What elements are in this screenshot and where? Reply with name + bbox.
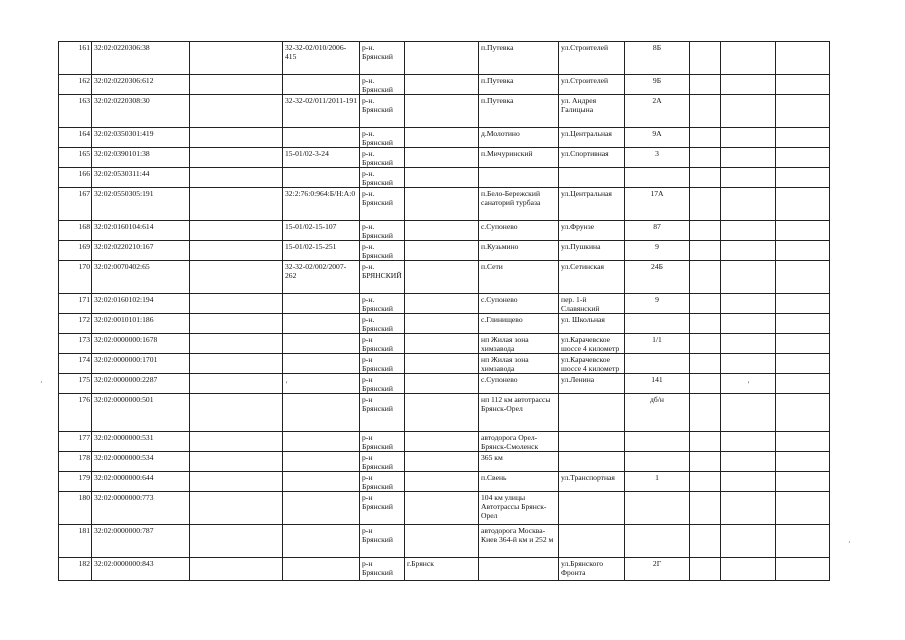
settlement-cell: п.Мичуринский — [479, 148, 559, 168]
cadastral-number-cell: 32:02:0550305:191 — [92, 188, 190, 221]
cadastral-number-cell: 32:02:0220308:30 — [92, 95, 190, 128]
house-number-cell — [625, 168, 690, 188]
stray-mark-row182: · — [848, 538, 851, 547]
registration-number-cell: 15-01/02-15-251 — [283, 241, 360, 261]
row-number: 182 — [59, 558, 92, 581]
empty-cell-b — [690, 168, 721, 188]
empty-cell-b — [690, 558, 721, 581]
empty-cell-d — [776, 294, 830, 314]
row-number: 180 — [59, 492, 92, 525]
settlement-cell: п.Путевка — [479, 42, 559, 75]
empty-cell-b — [690, 525, 721, 558]
table-row — [59, 354, 830, 374]
registration-number-cell — [283, 432, 360, 452]
registration-number-cell — [283, 558, 360, 581]
registration-number-cell — [283, 314, 360, 334]
cadastral-number-cell: 32:02:0070402:65 — [92, 261, 190, 294]
empty-cell-d — [776, 148, 830, 168]
settlement-cell: с.Супонево — [479, 374, 559, 394]
house-number-cell: дб/н — [625, 394, 690, 432]
empty-cell-c — [721, 241, 776, 261]
table-row — [59, 432, 830, 452]
empty-cell-d — [776, 354, 830, 374]
district-cell: р-н. Брянский — [360, 294, 405, 314]
street-cell: пер. 1-й Славянский — [559, 294, 625, 314]
empty-cell-c — [721, 334, 776, 354]
row-number: 165 — [59, 148, 92, 168]
settlement-cell: 104 км улицы Автотрассы Брянск-Орел — [479, 492, 559, 525]
table-row — [59, 558, 830, 581]
empty-cell-b — [690, 492, 721, 525]
table-row — [59, 221, 830, 241]
city-cell — [405, 241, 479, 261]
cadastral-number-cell: 32:02:0000000:644 — [92, 472, 190, 492]
house-number-cell: 2Г — [625, 558, 690, 581]
house-number-cell: 141 — [625, 374, 690, 394]
empty-cell-b — [690, 128, 721, 148]
empty-cell-c — [721, 472, 776, 492]
table-row — [59, 128, 830, 148]
cadastral-number-cell: 32:02:0350301:419 — [92, 128, 190, 148]
city-cell — [405, 452, 479, 472]
settlement-cell: нп Жилая зона химзавода — [479, 354, 559, 374]
city-cell — [405, 334, 479, 354]
district-cell: р-н Брянский — [360, 525, 405, 558]
district-cell: р-н Брянский — [360, 334, 405, 354]
registration-number-cell: 32:2:76:0:964:Б/Н:А:0 — [283, 188, 360, 221]
empty-cell-d — [776, 472, 830, 492]
district-cell: р-н Брянский — [360, 432, 405, 452]
empty-cell-b — [690, 95, 721, 128]
row-number: 175 — [59, 374, 92, 394]
empty-cell-c — [721, 354, 776, 374]
row-number: 168 — [59, 221, 92, 241]
registration-number-cell: 32-32-02/002/2007-262 — [283, 261, 360, 294]
empty-cell-b — [690, 334, 721, 354]
settlement-cell: 365 км — [479, 452, 559, 472]
empty-cell-d — [776, 241, 830, 261]
empty-cell-d — [776, 525, 830, 558]
city-cell — [405, 472, 479, 492]
street-cell: ул.Транспортная — [559, 472, 625, 492]
street-cell: ул.Пушкина — [559, 241, 625, 261]
empty-cell-b — [690, 261, 721, 294]
city-cell — [405, 314, 479, 334]
empty-cell-a — [190, 42, 283, 75]
cadastral-number-cell: 32:02:0220306:38 — [92, 42, 190, 75]
table-row — [59, 374, 830, 394]
registration-number-cell — [283, 452, 360, 472]
empty-cell-d — [776, 75, 830, 95]
city-cell — [405, 432, 479, 452]
empty-cell-d — [776, 558, 830, 581]
city-cell — [405, 42, 479, 75]
street-cell: ул.Сетинская — [559, 261, 625, 294]
row-number: 181 — [59, 525, 92, 558]
house-number-cell: 87 — [625, 221, 690, 241]
district-cell: р-н. Брянский — [360, 95, 405, 128]
table-row — [59, 394, 830, 432]
empty-cell-c — [721, 188, 776, 221]
row-number: 167 — [59, 188, 92, 221]
row-number: 162 — [59, 75, 92, 95]
table-row — [59, 95, 830, 128]
table-row — [59, 75, 830, 95]
empty-cell-b — [690, 42, 721, 75]
empty-cell-a — [190, 472, 283, 492]
city-cell — [405, 525, 479, 558]
property-register-table — [58, 41, 830, 581]
settlement-cell — [479, 168, 559, 188]
house-number-cell: 9Б — [625, 75, 690, 95]
stray-mark-left: · — [40, 378, 43, 387]
empty-cell-a — [190, 95, 283, 128]
city-cell — [405, 261, 479, 294]
empty-cell-a — [190, 261, 283, 294]
cadastral-number-cell: 32:02:0220306:612 — [92, 75, 190, 95]
street-cell: ул.Ленина — [559, 374, 625, 394]
street-cell: ул.Спортивная — [559, 148, 625, 168]
cadastral-number-cell: 32:02:0000000:843 — [92, 558, 190, 581]
district-cell: р-н. Брянский — [360, 221, 405, 241]
settlement-cell — [479, 558, 559, 581]
empty-cell-d — [776, 168, 830, 188]
cadastral-number-cell: 32:02:0000000:2287 — [92, 374, 190, 394]
street-cell — [559, 525, 625, 558]
empty-cell-a — [190, 394, 283, 432]
district-cell: р-н. Брянский — [360, 188, 405, 221]
stray-mark-row176-a: ' — [286, 380, 288, 389]
city-cell — [405, 492, 479, 525]
district-cell: р-н Брянский — [360, 492, 405, 525]
city-cell — [405, 374, 479, 394]
empty-cell-a — [190, 354, 283, 374]
settlement-cell: п.Путевка — [479, 95, 559, 128]
empty-cell-a — [190, 432, 283, 452]
house-number-cell — [625, 492, 690, 525]
street-cell: ул.Фрунзе — [559, 221, 625, 241]
house-number-cell: 9 — [625, 294, 690, 314]
district-cell: р-н Брянский — [360, 558, 405, 581]
row-number: 177 — [59, 432, 92, 452]
district-cell: р-н. Брянский — [360, 148, 405, 168]
city-cell — [405, 188, 479, 221]
house-number-cell: 24Б — [625, 261, 690, 294]
settlement-cell: п.Путевка — [479, 75, 559, 95]
empty-cell-a — [190, 75, 283, 95]
row-number: 169 — [59, 241, 92, 261]
empty-cell-b — [690, 432, 721, 452]
row-number: 170 — [59, 261, 92, 294]
empty-cell-a — [190, 558, 283, 581]
house-number-cell: 17А — [625, 188, 690, 221]
settlement-cell: п.Кузьмино — [479, 241, 559, 261]
registration-number-cell — [283, 525, 360, 558]
registration-number-cell: 15-01/02-3-24 — [283, 148, 360, 168]
empty-cell-d — [776, 374, 830, 394]
street-cell — [559, 492, 625, 525]
empty-cell-d — [776, 432, 830, 452]
street-cell: ул.Карачевское шоссе 4 километр — [559, 334, 625, 354]
street-cell: ул. Андрея Галицына — [559, 95, 625, 128]
registration-number-cell — [283, 168, 360, 188]
table-row — [59, 492, 830, 525]
empty-cell-a — [190, 334, 283, 354]
street-cell — [559, 452, 625, 472]
city-cell: г.Брянск — [405, 558, 479, 581]
cadastral-number-cell: 32:02:0000000:531 — [92, 432, 190, 452]
empty-cell-b — [690, 354, 721, 374]
cadastral-number-cell: 32:02:0000000:1701 — [92, 354, 190, 374]
house-number-cell: 9 — [625, 241, 690, 261]
empty-cell-c — [721, 314, 776, 334]
settlement-cell: с.Супонево — [479, 221, 559, 241]
empty-cell-b — [690, 374, 721, 394]
cadastral-number-cell: 32:02:0000000:787 — [92, 525, 190, 558]
house-number-cell — [625, 525, 690, 558]
registration-number-cell: 15-01/02-15-107 — [283, 221, 360, 241]
city-cell — [405, 354, 479, 374]
house-number-cell — [625, 314, 690, 334]
empty-cell-d — [776, 334, 830, 354]
district-cell: р-н Брянский — [360, 394, 405, 432]
table-row — [59, 472, 830, 492]
empty-cell-b — [690, 452, 721, 472]
empty-cell-d — [776, 128, 830, 148]
registration-number-cell — [283, 75, 360, 95]
empty-cell-b — [690, 294, 721, 314]
empty-cell-c — [721, 95, 776, 128]
row-number: 161 — [59, 42, 92, 75]
registration-number-cell — [283, 492, 360, 525]
district-cell: р-н. Брянский — [360, 168, 405, 188]
registration-number-cell — [283, 374, 360, 394]
table-row — [59, 314, 830, 334]
table-row — [59, 525, 830, 558]
empty-cell-c — [721, 42, 776, 75]
row-number: 179 — [59, 472, 92, 492]
district-cell: р-н Брянский — [360, 452, 405, 472]
city-cell — [405, 95, 479, 128]
street-cell: ул. Школьная — [559, 314, 625, 334]
settlement-cell: автодорога Орел-Брянск-Смоленск — [479, 432, 559, 452]
empty-cell-c — [721, 294, 776, 314]
empty-cell-c — [721, 75, 776, 95]
district-cell: р-н. Брянский — [360, 128, 405, 148]
cadastral-number-cell: 32:02:0000000:501 — [92, 394, 190, 432]
city-cell — [405, 168, 479, 188]
empty-cell-b — [690, 188, 721, 221]
cadastral-number-cell: 32:02:0220210:167 — [92, 241, 190, 261]
empty-cell-c — [721, 394, 776, 432]
cadastral-number-cell: 32:02:0010101:186 — [92, 314, 190, 334]
street-cell — [559, 432, 625, 452]
house-number-cell: 1/1 — [625, 334, 690, 354]
empty-cell-a — [190, 188, 283, 221]
district-cell: р-н Брянский — [360, 374, 405, 394]
settlement-cell: д.Молотино — [479, 128, 559, 148]
district-cell: р-н. Брянский — [360, 42, 405, 75]
empty-cell-c — [721, 221, 776, 241]
street-cell: ул.Брянского Фронта — [559, 558, 625, 581]
registration-number-cell — [283, 128, 360, 148]
empty-cell-d — [776, 314, 830, 334]
empty-cell-a — [190, 374, 283, 394]
settlement-cell: с.Глинищево — [479, 314, 559, 334]
empty-cell-a — [190, 148, 283, 168]
empty-cell-d — [776, 492, 830, 525]
empty-cell-a — [190, 452, 283, 472]
empty-cell-b — [690, 148, 721, 168]
cadastral-number-cell: 32:02:0160104:614 — [92, 221, 190, 241]
settlement-cell: п.Сети — [479, 261, 559, 294]
empty-cell-d — [776, 261, 830, 294]
empty-cell-c — [721, 452, 776, 472]
street-cell — [559, 394, 625, 432]
table-row — [59, 148, 830, 168]
settlement-cell: нп 112 км автотрассы Брянск-Орел — [479, 394, 559, 432]
empty-cell-a — [190, 314, 283, 334]
table-row — [59, 452, 830, 472]
empty-cell-c — [721, 525, 776, 558]
table-row — [59, 261, 830, 294]
empty-cell-c — [721, 558, 776, 581]
empty-cell-a — [190, 128, 283, 148]
city-cell — [405, 148, 479, 168]
row-number: 173 — [59, 334, 92, 354]
empty-cell-c — [721, 432, 776, 452]
empty-cell-b — [690, 472, 721, 492]
street-cell: ул.Строителей — [559, 42, 625, 75]
settlement-cell: с.Супонево — [479, 294, 559, 314]
city-cell — [405, 394, 479, 432]
empty-cell-d — [776, 452, 830, 472]
street-cell: ул.Центральная — [559, 128, 625, 148]
row-number: 172 — [59, 314, 92, 334]
registration-number-cell — [283, 294, 360, 314]
registration-number-cell: 32-32-02/010/2006-415 — [283, 42, 360, 75]
row-number: 174 — [59, 354, 92, 374]
cadastral-number-cell: 32:02:0160102:194 — [92, 294, 190, 314]
row-number: 171 — [59, 294, 92, 314]
empty-cell-a — [190, 241, 283, 261]
empty-cell-a — [190, 492, 283, 525]
house-number-cell — [625, 432, 690, 452]
empty-cell-a — [190, 221, 283, 241]
city-cell — [405, 221, 479, 241]
stray-mark-row176-b: ' — [748, 380, 750, 389]
empty-cell-b — [690, 394, 721, 432]
street-cell: ул.Центральная — [559, 188, 625, 221]
empty-cell-c — [721, 148, 776, 168]
house-number-cell: 2А — [625, 95, 690, 128]
empty-cell-d — [776, 394, 830, 432]
row-number: 178 — [59, 452, 92, 472]
city-cell — [405, 128, 479, 148]
table-row — [59, 241, 830, 261]
registration-number-cell: 32-32-02/011/2011-191 — [283, 95, 360, 128]
empty-cell-d — [776, 42, 830, 75]
house-number-cell: 3 — [625, 148, 690, 168]
city-cell — [405, 294, 479, 314]
district-cell: р-н. БРЯНСКИЙ — [360, 261, 405, 294]
empty-cell-c — [721, 168, 776, 188]
house-number-cell: 1 — [625, 472, 690, 492]
settlement-cell: п.Свень — [479, 472, 559, 492]
cadastral-number-cell: 32:02:0000000:534 — [92, 452, 190, 472]
table-row — [59, 188, 830, 221]
table-row — [59, 42, 830, 75]
empty-cell-b — [690, 314, 721, 334]
house-number-cell: 8Б — [625, 42, 690, 75]
registration-number-cell — [283, 334, 360, 354]
district-cell: р-н Брянский — [360, 354, 405, 374]
registration-number-cell — [283, 394, 360, 432]
settlement-cell: автодорога Москва-Киев 364-й км и 252 м — [479, 525, 559, 558]
empty-cell-b — [690, 221, 721, 241]
empty-cell-d — [776, 221, 830, 241]
cadastral-number-cell: 32:02:0000000:773 — [92, 492, 190, 525]
empty-cell-b — [690, 75, 721, 95]
district-cell: р-н. Брянский — [360, 314, 405, 334]
empty-cell-b — [690, 241, 721, 261]
empty-cell-a — [190, 294, 283, 314]
settlement-cell: п.Бело-Бережский санаторий турбаза — [479, 188, 559, 221]
empty-cell-a — [190, 525, 283, 558]
house-number-cell — [625, 452, 690, 472]
row-number: 176 — [59, 394, 92, 432]
row-number: 163 — [59, 95, 92, 128]
table-row — [59, 168, 830, 188]
city-cell — [405, 75, 479, 95]
empty-cell-d — [776, 95, 830, 128]
empty-cell-c — [721, 261, 776, 294]
registration-number-cell — [283, 354, 360, 374]
district-cell: р-н Брянский — [360, 472, 405, 492]
registration-number-cell — [283, 472, 360, 492]
empty-cell-c — [721, 492, 776, 525]
street-cell — [559, 168, 625, 188]
table-row — [59, 294, 830, 314]
settlement-cell: нп Жилая зона химзавода — [479, 334, 559, 354]
house-number-cell — [625, 354, 690, 374]
empty-cell-a — [190, 168, 283, 188]
cadastral-number-cell: 32:02:0530311:44 — [92, 168, 190, 188]
table-row — [59, 334, 830, 354]
row-number: 166 — [59, 168, 92, 188]
district-cell: р-н. Брянский — [360, 241, 405, 261]
cadastral-number-cell: 32:02:0000000:1678 — [92, 334, 190, 354]
house-number-cell: 9А — [625, 128, 690, 148]
district-cell: р-н. Брянский — [360, 75, 405, 95]
cadastral-number-cell: 32:02:0390101:38 — [92, 148, 190, 168]
empty-cell-c — [721, 128, 776, 148]
row-number: 164 — [59, 128, 92, 148]
street-cell: ул.Карачевское шоссе 4 километр — [559, 354, 625, 374]
street-cell: ул.Строителей — [559, 75, 625, 95]
empty-cell-d — [776, 188, 830, 221]
